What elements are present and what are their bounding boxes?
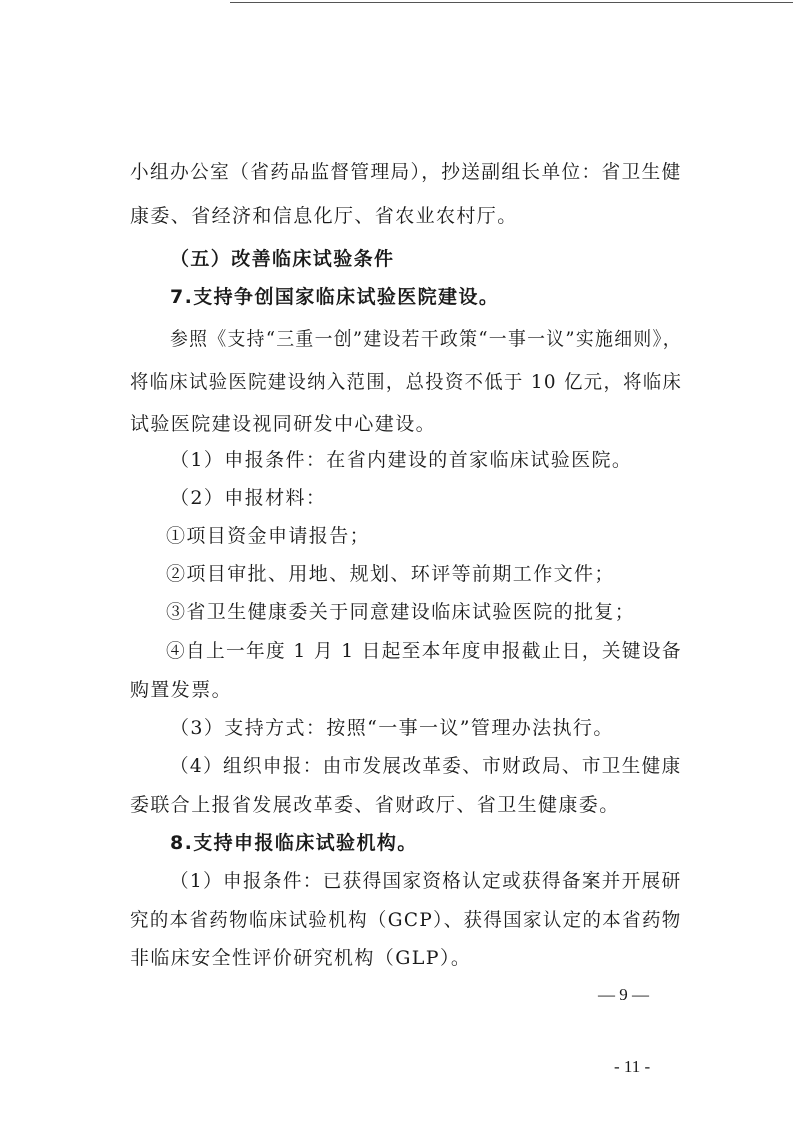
text-line: 参照《支持“三重一创”建设若干政策“一事一议”实施细则》， [170, 328, 682, 350]
text-line: 康委、省经济和信息化厅、省农业农村厅。 [130, 205, 518, 227]
list-item: ④自上一年度 1 月 1 日起至本年度申报截止日，关键设备 [166, 640, 682, 662]
text-line: 小组办公室（省药品监督管理局），抄送副组长单位：省卫生健 [130, 161, 682, 183]
text-line: 究的本省药物临床试验机构（GCP）、获得国家认定的本省药物 [130, 909, 682, 931]
text-line: 将临床试验医院建设纳入范围，总投资不低于 10 亿元，将临床 [130, 371, 683, 393]
item-heading: 7.支持争创国家临床试验医院建设。 [170, 286, 500, 308]
section-heading: （五）改善临床试验条件 [170, 248, 395, 270]
text-line: （2）申报材料： [170, 487, 327, 509]
text-line: 试验医院建设视同研发中心建设。 [130, 413, 437, 435]
list-item: ①项目资金申请报告； [166, 525, 371, 547]
text-line: （4）组织申报：由市发展改革委、市财政局、市卫生健康 [170, 755, 682, 777]
text-line: 非临床安全性评价研究机构（GLP）。 [130, 947, 472, 969]
text-line: 购置发票。 [130, 679, 233, 701]
list-item: ③省卫生健康委关于同意建设临床试验医院的批复； [166, 601, 636, 623]
page-number-inner: — 9 — [598, 985, 649, 1004]
text-line: （1）申报条件：在省内建设的首家临床试验医院。 [170, 449, 633, 471]
item-heading: 8.支持申报临床试验机构。 [170, 832, 418, 854]
text-line: 委联合上报省发展改革委、省财政厅、省卫生健康委。 [130, 794, 620, 816]
text-line: （1）申报条件：已获得国家资格认定或获得备案并开展研 [170, 870, 682, 892]
text-line: （3）支持方式：按照“一事一议”管理办法执行。 [170, 717, 614, 739]
list-item: ②项目审批、用地、规划、环评等前期工作文件； [166, 563, 615, 585]
page-number-outer: - 11 - [614, 1057, 651, 1076]
